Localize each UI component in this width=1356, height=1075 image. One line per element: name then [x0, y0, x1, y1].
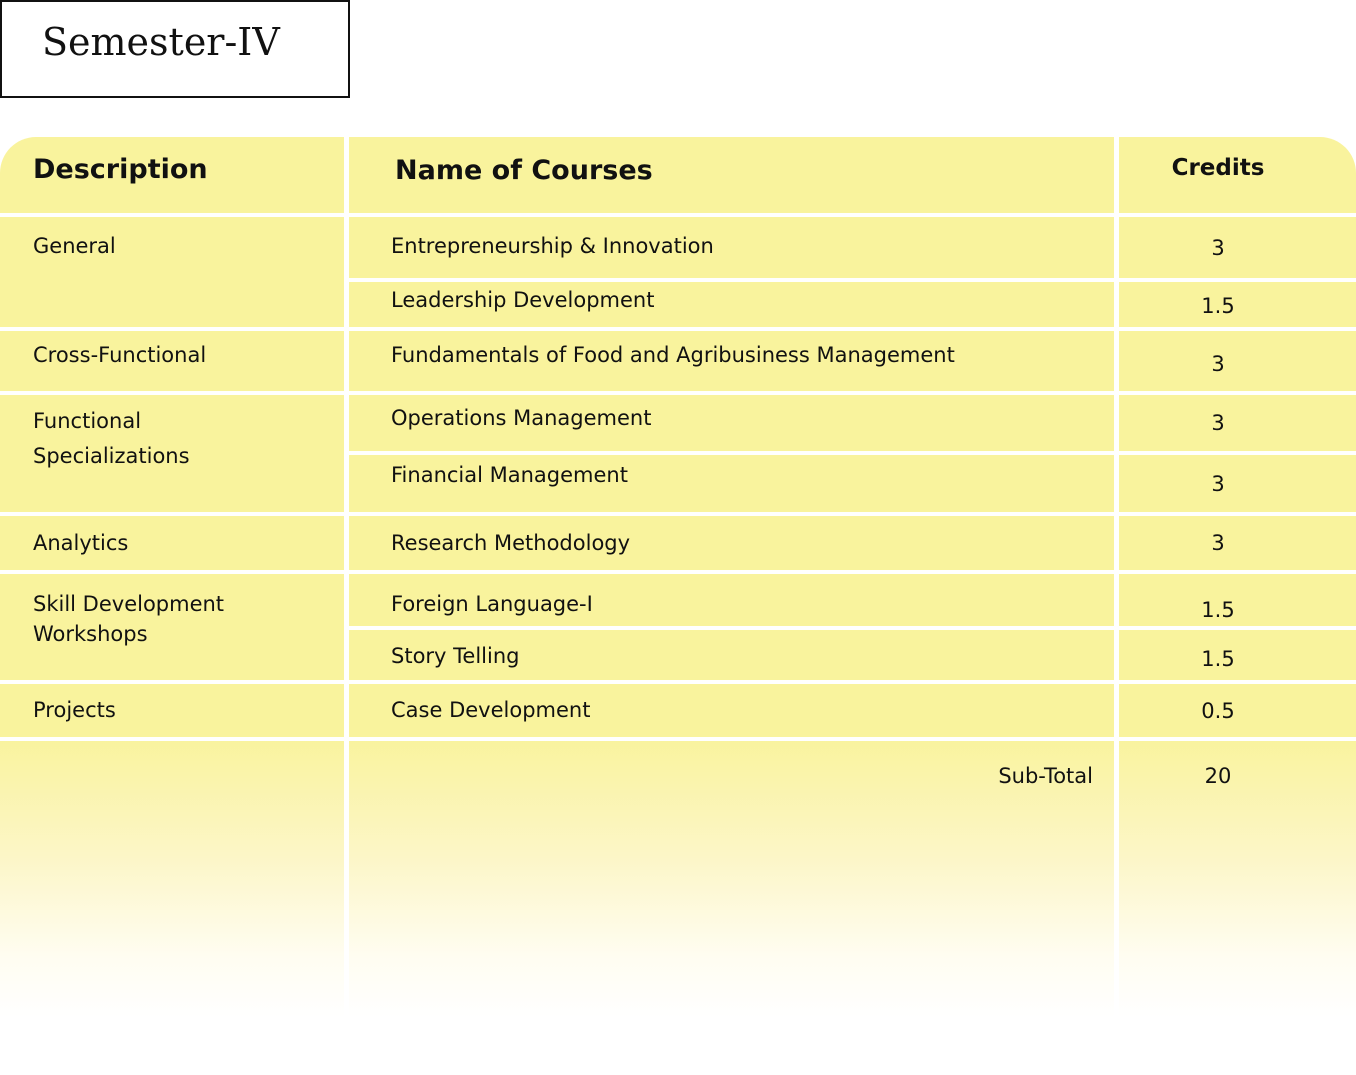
row-divider — [0, 737, 1356, 741]
description-skill-line-2: Workshops — [33, 622, 148, 646]
credits-column — [1119, 137, 1356, 1017]
row-divider — [0, 327, 1356, 331]
course-name: Research Methodology — [391, 531, 631, 555]
semester-title-box — [0, 0, 350, 98]
description-functional-line-1: Functional — [33, 409, 142, 433]
course-credits: 1.5 — [1201, 294, 1235, 318]
course-table — [0, 137, 1356, 1075]
row-divider — [0, 512, 1356, 516]
header-courses: Name of Courses — [395, 155, 653, 186]
course-name: Leadership Development — [391, 288, 655, 312]
header-credits: Credits — [1171, 155, 1265, 181]
course-name: Foreign Language-I — [391, 592, 593, 616]
course-credits: 3 — [1211, 352, 1225, 376]
course-name: Financial Management — [391, 463, 628, 487]
description-analytics: Analytics — [33, 531, 129, 555]
course-name: Entrepreneurship & Innovation — [391, 234, 714, 258]
course-credits: 3 — [1211, 236, 1225, 260]
description-functional-line-2: Specializations — [33, 444, 190, 468]
subtotal-label: Sub-Total — [998, 764, 1093, 788]
row-divider — [0, 570, 1356, 574]
description-cross-functional: Cross-Functional — [33, 343, 207, 367]
semester-title: Semester-IV — [42, 20, 280, 64]
header-description: Description — [33, 154, 208, 185]
sub-row-divider — [349, 451, 1356, 455]
course-credits: 1.5 — [1201, 647, 1235, 671]
course-name: Case Development — [391, 698, 591, 722]
sub-row-divider — [349, 278, 1356, 282]
description-skill-line-1: Skill Development — [33, 592, 225, 616]
description-column — [0, 137, 344, 1017]
course-credits: 3 — [1211, 531, 1225, 555]
courses-column — [349, 137, 1114, 1017]
course-credits: 3 — [1211, 411, 1225, 435]
row-divider — [0, 680, 1356, 684]
header-divider — [0, 213, 1356, 217]
course-name: Fundamentals of Food and Agribusiness Management — [391, 343, 955, 367]
description-projects: Projects — [33, 698, 116, 722]
course-credits: 1.5 — [1201, 598, 1235, 622]
row-divider — [0, 391, 1356, 395]
course-credits: 0.5 — [1201, 699, 1235, 723]
course-name: Operations Management — [391, 406, 652, 430]
course-name: Story Telling — [391, 644, 520, 668]
subtotal-credits: 20 — [1204, 764, 1232, 788]
course-credits: 3 — [1211, 472, 1225, 496]
description-general: General — [33, 234, 116, 258]
